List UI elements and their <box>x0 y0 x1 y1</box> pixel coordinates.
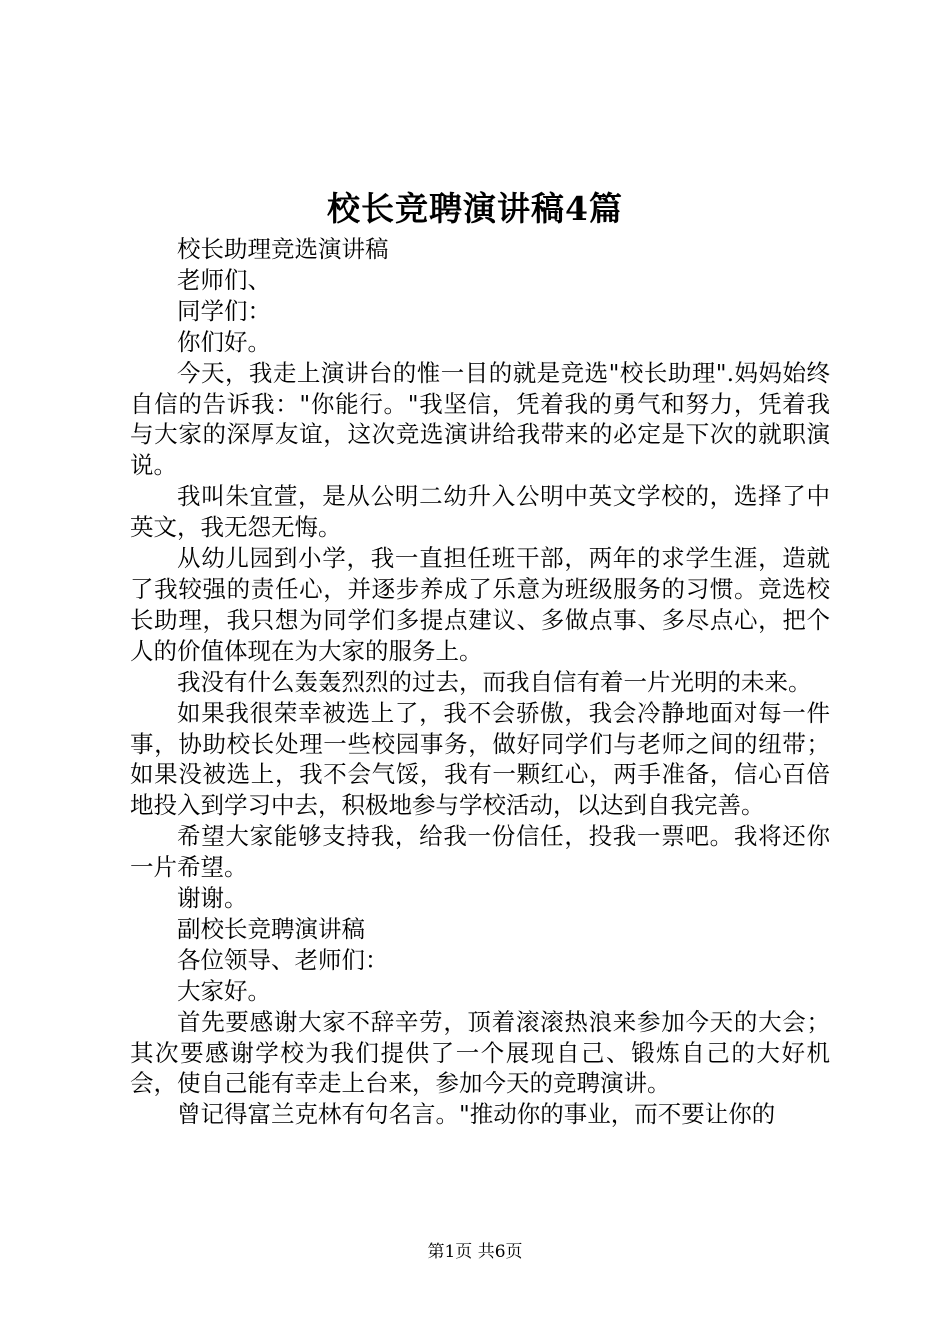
paragraph: 校长助理竞选演讲稿 <box>177 235 389 263</box>
document-title: 校长竞聘演讲稿4篇 <box>327 189 623 228</box>
paragraph: 我叫朱宜萱，是从公明二幼升入公明中英文学校的，选择了中英文，我无怨无悔。 <box>130 482 830 542</box>
paragraph: 谢谢。 <box>177 884 248 913</box>
paragraph: 曾记得富兰克林有句名言。"推动你的事业，而不要让你的 <box>177 1100 776 1129</box>
document-body <box>130 234 830 1130</box>
paragraph: 希望大家能够支持我，给我一份信任，投我一票吧。我将还你一片希望。 <box>130 822 830 882</box>
paragraph: 大家好。 <box>177 976 271 1005</box>
page-footer: 第1页 共6页 <box>427 1242 523 1262</box>
paragraph: 首先要感谢大家不辞辛劳，顶着滚滚热浪来参加今天的大会；其次要感谢学校为我们提供了一个展现自己、锻炼自己的大好机会，使自己能有幸走上台来，参加今天的竞聘演讲。 <box>130 1007 830 1098</box>
paragraph: 我没有什么轰轰烈烈的过去，而我自信有着一片光明的未来。 <box>177 667 812 696</box>
paragraph: 如果我很荣幸被选上了，我不会骄傲，我会冷静地面对每一件事，协助校长处理一些校园事务，做好同学们与老师之间的纽带；如果没被选上，我不会气馁，我有一颗红心，两手准备，信心百倍地投入到学习中去，积极地参与学校活动，以达到自我完善。 <box>130 698 830 820</box>
paragraph: 老师们、 <box>177 265 271 294</box>
paragraph: 副校长竞聘演讲稿 <box>177 914 365 943</box>
paragraph: 从幼儿园到小学，我一直担任班干部，两年的求学生涯，造就了我较强的责任心，并逐步养成了乐意为班级服务的习惯。竞选校长助理，我只想为同学们多提点建议、多做点事、多尽点心，把个人的价值体现在为大家的服务上。 <box>130 544 830 665</box>
paragraph: 你们好。 <box>177 327 271 356</box>
paragraph: 各位领导、老师们： <box>177 945 389 974</box>
paragraph: 同学们： <box>177 296 271 325</box>
paragraph: 今天，我走上演讲台的惟一目的就是竞选"校长助理".妈妈始终自信的告诉我："你能行。"我坚信，凭着我的勇气和努力，凭着我与大家的深厚友谊，这次竞选演讲给我带来的必定是下次的就职演说。 <box>130 358 830 480</box>
